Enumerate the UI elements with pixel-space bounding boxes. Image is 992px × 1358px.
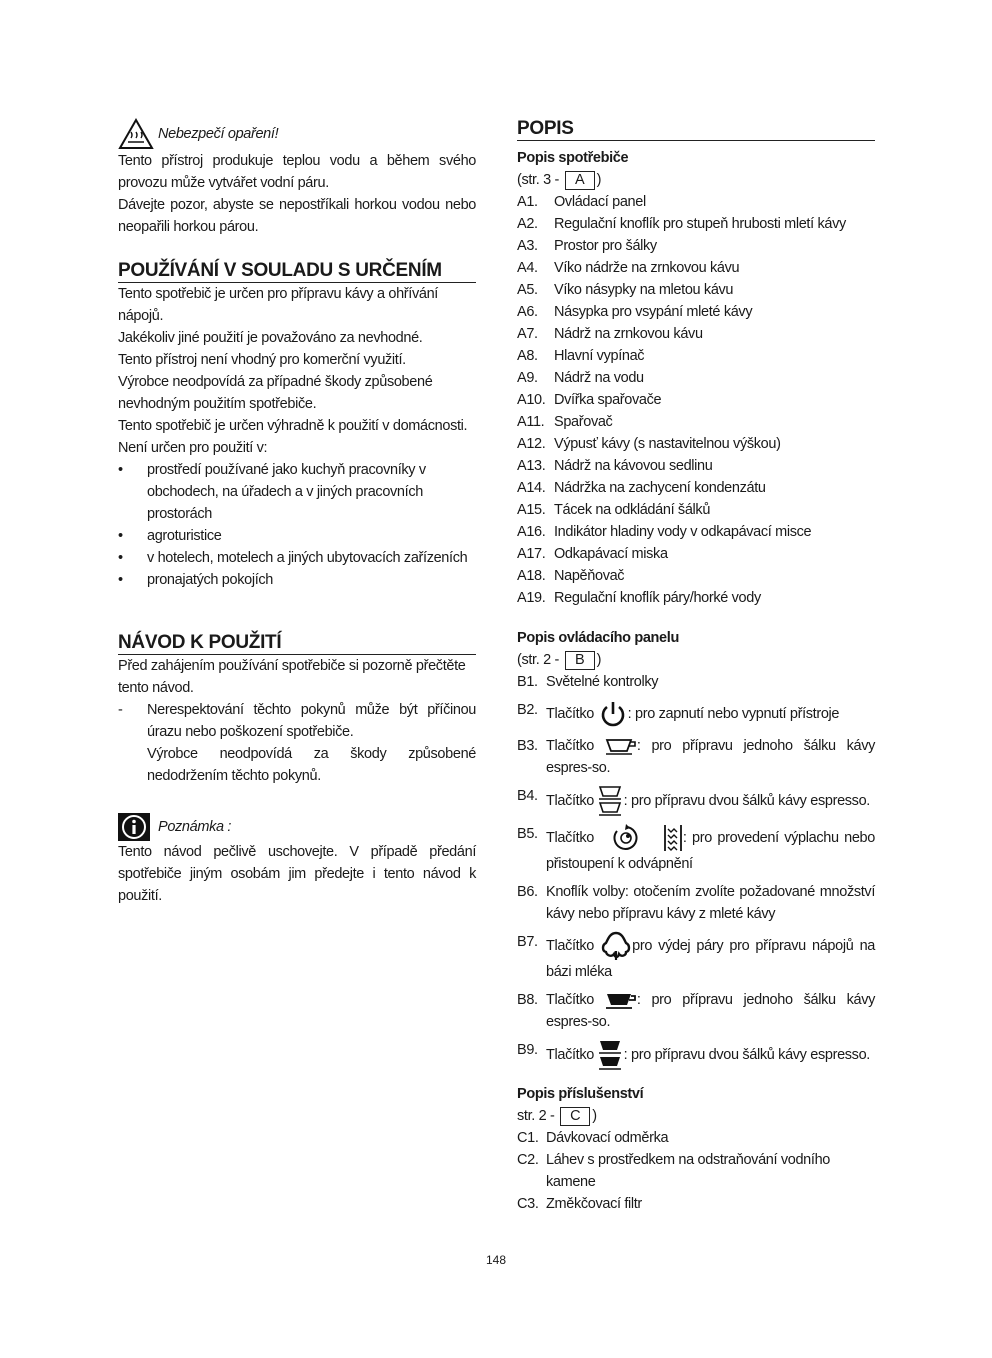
warning-paragraph-1: Tento přístroj produkuje teplou vodu a během svého provozu může vytvářet vodní páru. <box>118 153 476 191</box>
item-code: B7. <box>517 934 538 950</box>
list-item: • pronajatých pokojích <box>118 569 476 591</box>
appliance-items <box>517 191 875 609</box>
list-item <box>517 257 875 279</box>
usage-line: Tento spotřebič je určen pro přípravu kávy a ohřívání nápojů. <box>118 286 438 324</box>
instructions-dash-p2: Výrobce neodpovídá za škody způsobené nedodržením těchto pokynů. <box>147 746 476 784</box>
item-code: A8. <box>517 348 538 364</box>
item-text <box>546 1039 875 1071</box>
item-text <box>546 931 875 983</box>
ref-prefix: (str. 2 - <box>517 652 559 668</box>
accessories-ref <box>517 1105 875 1127</box>
item-text: Víko nádrže na zrnkovou kávu <box>554 260 740 276</box>
note-title: Poznámka : <box>158 819 232 835</box>
item-code: C1. <box>517 1130 539 1146</box>
item-code: A16. <box>517 524 546 540</box>
item-text: Odkapávací miska <box>554 546 668 562</box>
item-text: Výpusť kávy (s nastavitelnou výškou) <box>554 436 781 452</box>
item-code: A3. <box>517 238 538 254</box>
list-item <box>517 389 875 411</box>
item-text <box>546 823 875 875</box>
item-desc: : pro zapnutí nebo vypnutí přístroje <box>627 705 840 722</box>
list-item <box>517 671 875 693</box>
list-item <box>517 455 875 477</box>
single-cup-icon <box>605 737 637 755</box>
ref-suffix: ) <box>596 652 602 668</box>
item-text: Prostor pro šálky <box>554 238 657 254</box>
instructions-dash-p1: Nerespektování těchto pokynů může být příčinou úrazu nebo poškození spotřebiče. <box>147 702 476 740</box>
button-word: Tlačítko <box>546 829 594 846</box>
list-item <box>517 823 875 875</box>
button-word: Tlačítko <box>546 992 594 1008</box>
item-text: Spařovač <box>554 414 613 430</box>
warning-title: Nebezpečí opaření! <box>158 126 279 142</box>
power-icon <box>598 699 628 729</box>
list-item <box>517 1149 875 1193</box>
list-item <box>517 565 875 587</box>
item-code: C3. <box>517 1196 539 1212</box>
item-text <box>546 699 875 729</box>
list-item <box>517 1039 875 1071</box>
panel-title: Popis ovládacího panelu <box>517 630 679 646</box>
steam-icon <box>600 931 632 961</box>
item-code: A4. <box>517 260 538 276</box>
item-code: A14. <box>517 480 546 496</box>
panel-items <box>517 671 875 1071</box>
list-item <box>517 881 875 925</box>
item-text: Knoflík volby: otočením zvolíte požadované množství kávy nebo přípravu kávy z mleté kávy <box>546 884 875 922</box>
ref-suffix: ) <box>596 172 602 188</box>
appliance-ref <box>517 169 875 191</box>
right-column <box>517 118 875 1215</box>
item-code: B6. <box>517 884 538 900</box>
info-icon <box>118 813 150 841</box>
item-text: Regulační knoflík páry/horké vody <box>554 590 761 606</box>
list-item: • agroturistice <box>118 525 476 547</box>
item-text: Světelné kontrolky <box>546 674 659 690</box>
list-item: • v hotelech, motelech a jiných ubytovacích zařízeních <box>118 547 476 569</box>
list-item: • prostředí používané jako kuchyň pracovníky v obchodech, na úřadech a v jiných pracovních prostorách <box>118 459 476 525</box>
item-text: Změkčovací filtr <box>546 1196 642 1212</box>
rinse-icon <box>609 823 643 853</box>
button-word: Tlačítko <box>546 738 594 754</box>
list-item <box>517 785 875 817</box>
item-text: Nádrž na vodu <box>554 370 644 386</box>
description-heading: POPIS <box>517 118 875 141</box>
item-text: Tácek na odkládání šálků <box>554 502 711 518</box>
item-text: Dávkovací odměrka <box>546 1130 669 1146</box>
double-cup-icon <box>598 785 624 817</box>
ref-prefix: (str. 3 - <box>517 172 559 188</box>
usage-line: Tento spotřebič je určen výhradně k použití v domácnosti. Není určen pro použití v: <box>118 418 468 456</box>
item-code: C2. <box>517 1152 539 1168</box>
item-text: Regulační knoflík pro stupeň hrubosti mletí kávy <box>554 216 846 232</box>
instructions-heading: NÁVOD K POUŽITÍ <box>118 632 476 655</box>
item-code: A5. <box>517 282 538 298</box>
list-item <box>517 279 875 301</box>
item-code: A13. <box>517 458 546 474</box>
item-desc: : pro přípravu dvou šálků kávy espresso. <box>623 792 870 809</box>
list-item <box>517 323 875 345</box>
item-code: B3. <box>517 738 538 754</box>
double-cup-filled-icon <box>598 1039 624 1071</box>
usage-line: Jakékoliv jiné použití je považováno za nevhodné. <box>118 330 423 346</box>
item-text <box>546 785 875 817</box>
item-code: A18. <box>517 568 546 584</box>
button-word: Tlačítko <box>546 705 594 722</box>
note-text: Tento návod pečlivě uschovejte. V případě předání spotřebiče jiným osobám jim předejte i tento návod k použití. <box>118 844 476 904</box>
list-item <box>517 213 875 235</box>
ref-box: A <box>565 171 595 190</box>
usage-heading: POUŽÍVÁNÍ V SOULADU S URČENÍM <box>118 260 476 283</box>
item-code: A10. <box>517 392 546 408</box>
item-text: Indikátor hladiny vody v odkapávací misce <box>554 524 812 540</box>
list-item <box>517 477 875 499</box>
item-text: Dvířka spařovače <box>554 392 662 408</box>
item-code: A6. <box>517 304 538 320</box>
item-code: B2. <box>517 702 538 718</box>
item-code: A9. <box>517 370 538 386</box>
item-code: B1. <box>517 674 538 690</box>
instructions-intro: Před zahájením používání spotřebiče si pozorně přečtěte tento návod. <box>118 658 466 696</box>
item-text <box>546 735 875 779</box>
list-item <box>517 191 875 213</box>
appliance-title: Popis spotřebiče <box>517 150 629 166</box>
item-code: B9. <box>517 1042 538 1058</box>
left-column <box>118 118 476 907</box>
list-item <box>517 1193 875 1215</box>
item-desc: : pro přípravu jednoho šálku kávy espres-so. <box>546 992 875 1030</box>
item-code: B5. <box>517 826 538 842</box>
item-code: A15. <box>517 502 546 518</box>
list-item <box>517 411 875 433</box>
warning-paragraph-2: Dávejte pozor, abyste se nepostříkali horkou vodou nebo neopařili horkou párou. <box>118 197 476 235</box>
instructions-dash-item <box>118 699 476 787</box>
usage-bullet-list <box>118 459 476 591</box>
warning-header <box>118 118 476 150</box>
list-item <box>517 931 875 983</box>
list-item <box>517 1127 875 1149</box>
button-word: Tlačítko <box>546 937 594 954</box>
item-code: B8. <box>517 992 538 1008</box>
item-code: A1. <box>517 194 538 210</box>
item-code: A19. <box>517 590 546 606</box>
list-item <box>517 301 875 323</box>
list-item <box>517 433 875 455</box>
list-item <box>517 699 875 729</box>
list-item <box>517 587 875 609</box>
list-item <box>517 543 875 565</box>
item-text: Hlavní vypínač <box>554 348 645 364</box>
item-desc: : pro přípravu jednoho šálku kávy espres-so. <box>546 738 875 776</box>
usage-line: Výrobce neodpovídá za případné škody způsobené nevhodným použitím spotřebiče. <box>118 374 433 412</box>
item-code: A17. <box>517 546 546 562</box>
list-item <box>517 521 875 543</box>
button-word: Tlačítko <box>546 792 594 809</box>
item-text: Nádržka na zachycení kondenzátu <box>554 480 766 496</box>
usage-line: Tento přístroj není vhodný pro komerční využití. <box>118 352 406 368</box>
ref-suffix: ) <box>592 1108 597 1124</box>
note-header <box>118 813 476 841</box>
item-desc: : pro přípravu dvou šálků kávy espresso. <box>623 1046 870 1063</box>
item-text: Ovládací panel <box>554 194 646 210</box>
list-item <box>517 345 875 367</box>
ref-box: C <box>560 1107 590 1126</box>
list-item <box>517 367 875 389</box>
item-text: Láhev s prostředkem na odstraňování vodního kamene <box>546 1152 830 1190</box>
descale-icon <box>663 823 683 853</box>
list-item <box>517 499 875 521</box>
item-code: A12. <box>517 436 546 452</box>
list-item <box>517 735 875 779</box>
item-code: B4. <box>517 788 538 804</box>
item-text <box>546 989 875 1033</box>
single-cup-filled-icon <box>605 991 637 1009</box>
ref-box: B <box>565 651 595 670</box>
item-desc: : pro provedení výplachu nebo přistoupení k odvápnění <box>546 829 875 872</box>
item-code: A11. <box>517 414 545 430</box>
page-number: 148 <box>485 1253 507 1267</box>
panel-ref <box>517 649 875 671</box>
item-code: A7. <box>517 326 538 342</box>
item-text: Napěňovač <box>554 568 625 584</box>
accessories-title: Popis příslušenství <box>517 1086 644 1102</box>
item-text: Nádrž na zrnkovou kávu <box>554 326 703 342</box>
item-text: Násypka pro vsypání mleté kávy <box>554 304 753 320</box>
scald-warning-icon <box>118 118 154 150</box>
item-text: Víko násypky na mletou kávu <box>554 282 734 298</box>
accessories-items <box>517 1127 875 1215</box>
dash-mark: - <box>118 702 123 718</box>
item-desc: pro výdej páry pro přípravu nápojů na bázi mléka <box>546 937 875 980</box>
item-code: A2. <box>517 216 538 232</box>
ref-prefix: str. 2 - <box>517 1108 555 1124</box>
item-text: Nádrž na kávovou sedlinu <box>554 458 713 474</box>
list-item <box>517 235 875 257</box>
list-item <box>517 989 875 1033</box>
button-word: Tlačítko <box>546 1046 594 1063</box>
